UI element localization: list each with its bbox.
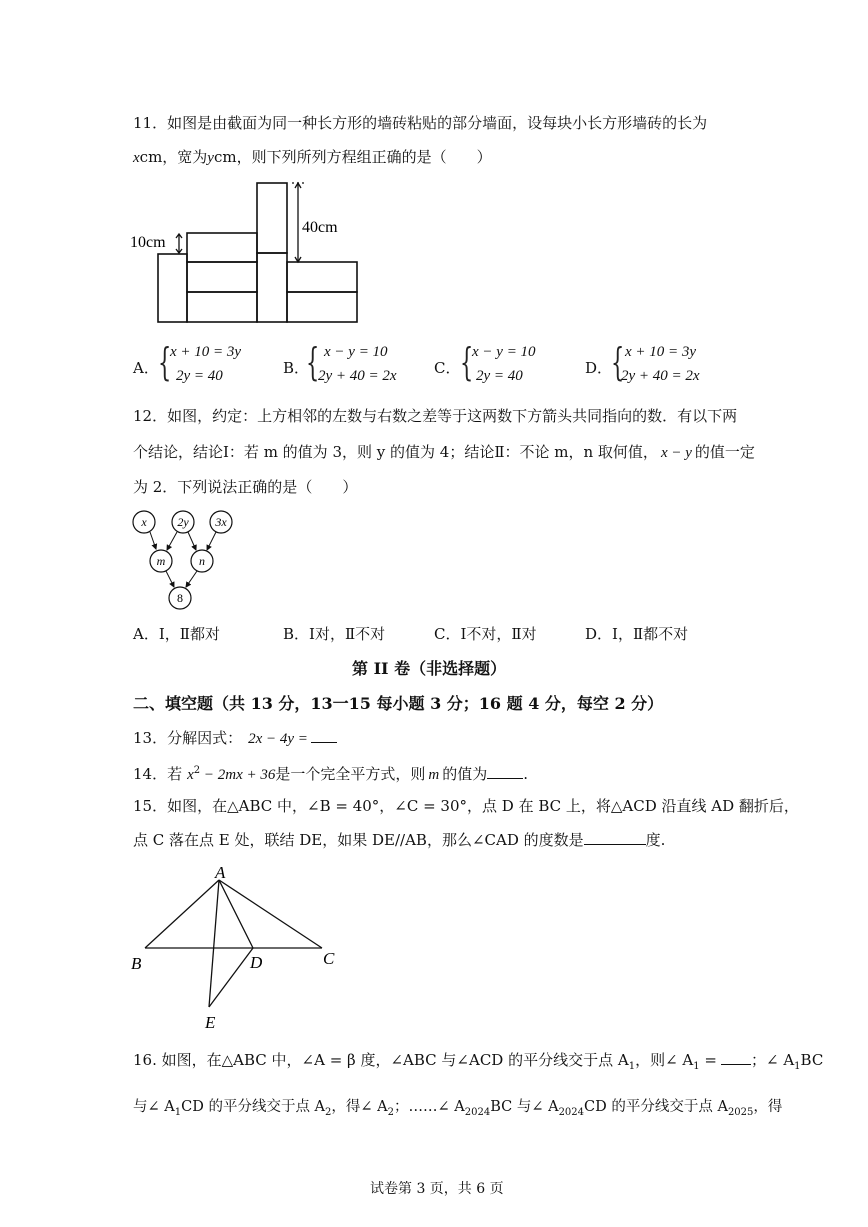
point-B-label: B	[131, 954, 142, 973]
node-x-label: x	[141, 515, 147, 529]
q12-option-a[interactable]: A．Ⅰ，Ⅱ都对	[133, 625, 220, 643]
segment-AC	[219, 880, 322, 948]
node-n-label: n	[199, 554, 205, 568]
brick-bottom-horizontal-left	[187, 292, 257, 322]
label-10cm: 10cm	[130, 234, 166, 251]
segment-AD	[219, 880, 253, 948]
q12-option-b[interactable]: B．Ⅰ对，Ⅱ不对	[283, 625, 386, 643]
q11-wall-figure	[120, 175, 380, 330]
q16-line1: 16. 如图，在△ABC 中，∠A = β 度，∠ABC 与∠ACD 的平分线交于点 $A_1$，则∠ $A_1$ = ；∠ $A_1BC$	[133, 1051, 824, 1072]
node-m-label: m	[156, 554, 166, 568]
q11-var-x: x	[133, 150, 140, 166]
arrow-n-8	[186, 571, 197, 587]
q15-line1: 15．如图，在△ABC 中，∠B = 40°，∠C = 30°，点 D 在 BC 上，将△ACD 沿直线 AD 翻折后，	[133, 797, 799, 815]
arrow-3x-n	[207, 532, 216, 550]
segment-AB	[145, 880, 219, 948]
point-A-label: A	[215, 863, 226, 882]
q15-triangle-figure	[125, 860, 355, 1035]
q15-line2: 点 C 落在点 E 处，联结 DE，如果 DE//AB，那么∠CAD 的度数是 度.	[133, 831, 666, 849]
q16-line2: 与∠ $A_1CD$ 的平分线交于点 $A_2$，得∠ $A_2$；……∠ $A_{2024}BC$ 与∠ $A_{2024}CD$ 的平分线交于点 $A_{2025}$，得	[133, 1099, 783, 1118]
arrow-m-8	[166, 571, 174, 587]
point-E-label: E	[205, 1013, 216, 1032]
brick-mid-horizontal-right	[287, 262, 357, 292]
brick-mid-horizontal-left	[187, 262, 257, 292]
brace-icon: {	[158, 340, 172, 384]
node-8-label: 8	[177, 591, 183, 605]
q13: 13．分解因式： 2x − 4y =	[133, 727, 337, 750]
label-40cm: 40cm	[302, 219, 338, 236]
q14-answer-blank[interactable]	[487, 763, 523, 779]
q12-line3: 为 2．下列说法正确的是（ ）	[133, 478, 358, 496]
part2-title: 第 II 卷（非选择题）	[352, 659, 507, 678]
arrow-x-m	[150, 532, 156, 549]
brick-tall-bottom	[257, 253, 287, 322]
q12-option-d[interactable]: D．Ⅰ，Ⅱ都不对	[585, 625, 689, 643]
q15-answer-blank[interactable]	[584, 829, 646, 845]
q12-line1: 12．如图，约定：上方相邻的左数与右数之差等于这两数下方箭头共同指向的数．有以下两	[133, 407, 738, 425]
point-D-label: D	[250, 953, 263, 972]
q11-line1: 11．如图是由截面为同一种长方形的墙砖粘贴的部分墙面，设每块小长方形墙砖的长为	[133, 114, 708, 132]
q11-var-y: y	[207, 150, 214, 166]
q14: 14．若 $x^2 - 2mx + 36$是一个完全平方式，则 m 的值为 .	[133, 765, 529, 783]
q11-line2-a: cm，宽为	[139, 148, 208, 166]
dimension-10cm-arrow	[176, 234, 182, 253]
q11-line2	[133, 146, 492, 169]
q11-line2-b: cm，则下列所列方程组正确的是（ ）	[213, 148, 492, 166]
page-footer: 试卷第 3 页，共 6 页	[370, 1181, 504, 1197]
brick-top-horizontal	[187, 233, 257, 262]
brick-tall-top	[257, 183, 287, 253]
q13-answer-blank[interactable]	[311, 727, 337, 743]
q12-diagram	[125, 508, 245, 613]
segment-AE	[209, 880, 219, 1007]
brick-bottom-horizontal-right	[287, 292, 357, 322]
section2-title: 二、填空题（共 13 分，13一15 每小题 3 分；16 题 4 分，每空 2 分）	[133, 694, 664, 713]
brace-icon: {	[460, 340, 474, 384]
brace-icon: {	[611, 340, 625, 384]
node-2y-label: 2y	[177, 515, 189, 529]
arrow-2y-n	[188, 532, 196, 550]
point-C-label: C	[323, 949, 335, 968]
q12-line2: 个结论，结论Ⅰ：若 m 的值为 3，则 y 的值为 4；结论Ⅱ：不论 m，n 取何值， x − y 的值一定	[133, 443, 755, 461]
brace-icon: {	[306, 340, 320, 384]
arrow-2y-m	[167, 532, 177, 550]
segment-DE	[209, 948, 253, 1007]
node-3x-label: 3x	[215, 515, 227, 529]
q12-option-c[interactable]: C．Ⅰ不对，Ⅱ对	[434, 625, 537, 643]
brick-left-vertical	[158, 254, 187, 322]
q16-answer-blank-1[interactable]	[721, 1049, 751, 1065]
